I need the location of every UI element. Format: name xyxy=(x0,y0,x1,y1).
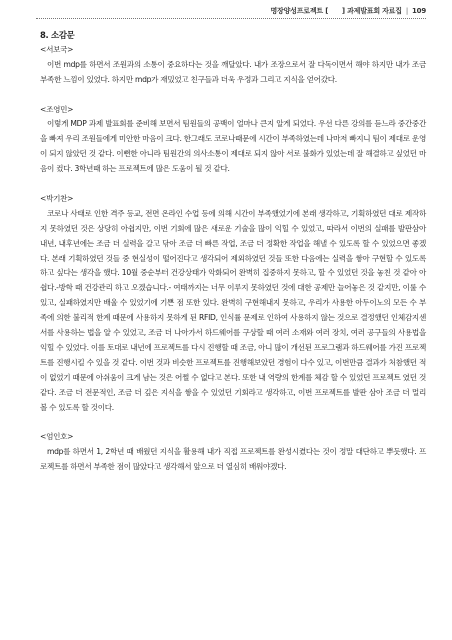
header-title: 명장양성프로젝트 [ ] 과제발표회 자료집 xyxy=(270,7,402,15)
entry-heading: <서보국> xyxy=(40,44,74,54)
entry-heading: <박기찬> xyxy=(40,193,74,203)
document-body xyxy=(40,28,426,475)
paragraph-gap xyxy=(40,177,426,192)
section-title: 8. 소감문 xyxy=(40,30,75,40)
entry-paragraph: 이번 mdp를 하면서 조원과의 소통이 중요하다는 것을 깨달았다. 내가 조장으로서 잘 다독이면서 해야 하지만 내가 조금 부족한 느낌이 있었다. 하지만 mdp가 재밌었고 친구들과 더욱 우정과 그리고 지식을 얻어갔다. xyxy=(40,59,426,84)
header-separator: | xyxy=(405,7,408,15)
entry-paragraph: 코로나 사태로 인한 격주 등교, 전면 온라인 수업 등에 의해 시간이 부족했었기에 본래 생각하고, 기획하였던 대로 제작하지 못하였던 것은 상당히 아쉽지만, 이번 기회에 많은 새로운 기술을 많이 익힐 수 있었고, 따라서 이번의 실패를 발판삼아 내년, 내후년에는 조금 더 실력을 갈고 닦아 조금 더 빠른 작업, 조금 더 정확한 작업을 해낼 수 있도록 할 수 있었으면 좋겠다. 본래 기획하였던 것들 중 현실성이 떨어진다고 생각되어 제외하였던 것들 또한 다음에는 실력을 쌓아 구현할 수 있도록 하고 싶다는 생각을 했다. 10월 중순부터 건강상태가 악화되어 완벽히 집중하지 못하고, 할 수 있었던 것을 놓친 것 같아 아쉽다.-방학 때 건강관리 하고 오겠습니다.- 여태까지는 너무 이루지 못하였던 것에 대한 공제만 늘어놓은 것 같지만, 이룰 수 있고, 실패하였지만 배울 수 있었기에 기쁜 점 또한 있다. 완벽히 구현해내지 못하고, 우리가 사용한 아두이노의 모든 수 부족에 의한 불리적 한계 때문에 사용하지 못하게 된 RFID, 인식률 문제로 인하여 사용하지 않는 것으로 결정했던 인체감지센서를 사용하는 법을 알 수 있었고, 조금 더 나아가서 하드웨어를 구상할 때 여러 소재와 여러 장치, 여러 공구들의 사용법을 익힐 수 있었다. 이를 토대로 내년에 프로젝트를 다시 진행할 때 조금, 아니 많이 개선된 프로그램과 하드웨어를 가진 프로젝트를 진행시킬 수 있을 것 같다. 이번 것과 비슷한 프로젝트를 진행해보았던 경험이 다수 있고, 이번만큼 결과가 처참했던 적이 없었기 때문에 아쉬움이 크게 남는 것은 어쩔 수 없다고 본다. 또한 내 역량의 한계를 체감 할 수 있었던 프로젝트 였던 것 같다. 조금 더 전문적인, 조금 더 깊은 지식을 쌓을 수 있었던 기회라고 생각하고, 이번 프로젝트를 발판 삼아 조금 더 멀리 볼 수 있도록 할 것이다. xyxy=(40,208,426,412)
entry-paragraph: mdp를 하면서 1, 2학년 때 배웠던 지식을 활용해 내가 직접 프로젝트를 완성시켰다는 것이 정말 대단하고 뿌듯했다. 프로젝트를 하면서 부족한 점이 많았다고 생각해서 앞으로 더 열심히 배워야겠다. xyxy=(40,447,426,472)
entry-paragraph: 이렇게 MDP 과제 발표회를 준비해 보면서 팀원들의 공백이 얼마나 큰지 알게 되었다. 우선 다른 강의를 듣느라 중간중간을 빠져 우리 조원들에게 미안한 마음이 크다. 한그래도 코로나때문에 시간이 부족하였는데 나마저 빠지니 팀이 제대로 운영이 되지 않았던 것 같다. 이뻔한 아니라 팀원간의 의사소통이 제대로 되지 않아 서로 불화가 있었는데 잘 해결하고 싶었던 마음이 컸다. 3학년때 하는 프로젝트에 많은 도움이 될 것 같다. xyxy=(40,119,426,174)
entry-heading: <엄인호> xyxy=(40,432,74,442)
paragraph-gap xyxy=(40,88,426,103)
page-header xyxy=(36,4,426,19)
page-number: 109 xyxy=(411,7,426,15)
paragraph-gap xyxy=(40,416,426,431)
entry-heading: <조영민> xyxy=(40,104,74,114)
